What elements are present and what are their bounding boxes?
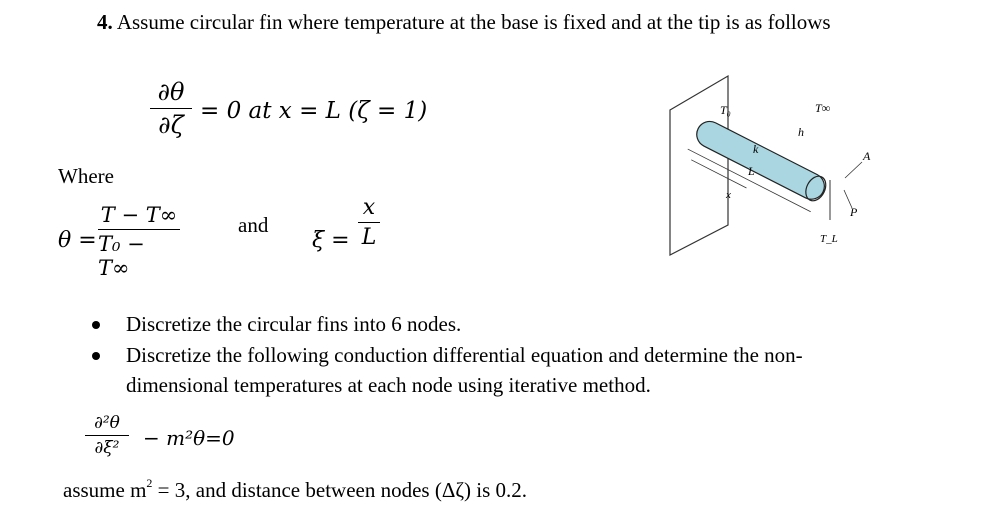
and-label: and bbox=[238, 213, 269, 237]
label-h: h bbox=[798, 125, 804, 139]
bullet-1-marker bbox=[92, 321, 100, 329]
label-base-temp: T₀ bbox=[720, 103, 731, 117]
fin-rod bbox=[692, 117, 829, 204]
ode-rest: − m²θ=0 bbox=[143, 426, 235, 450]
ode-denominator: ∂ξ² bbox=[94, 438, 120, 458]
theta-lhs: θ = bbox=[58, 228, 97, 253]
ode-fraction bbox=[85, 413, 129, 458]
assume-sup: 2 bbox=[146, 476, 153, 490]
theta-denominator: T₀ − T∞ bbox=[98, 232, 145, 280]
bc-denominator: ∂ζ bbox=[158, 111, 184, 139]
bc-fraction bbox=[150, 78, 192, 139]
theta-fraction bbox=[98, 203, 180, 280]
bullet-2-marker bbox=[92, 352, 100, 360]
problem-number: 4. bbox=[97, 10, 113, 34]
bullet-2-text: Discretize the following conduction differential equation and determine the non- bbox=[126, 343, 803, 367]
label-L: L bbox=[748, 164, 755, 178]
where-label: Where bbox=[58, 164, 114, 188]
problem-text: Assume circular fin where temperature at the base is fixed and at the tip is as follows bbox=[116, 10, 831, 34]
xi-denominator: L bbox=[361, 225, 377, 250]
theta-numerator: T − T∞ bbox=[100, 203, 178, 227]
label-k: k bbox=[753, 142, 759, 156]
label-tip-temp: T_L bbox=[820, 233, 838, 245]
assume-line bbox=[63, 478, 527, 503]
label-x: x bbox=[726, 189, 731, 201]
label-P: P bbox=[850, 205, 858, 219]
fin-diagram bbox=[660, 70, 900, 260]
xi-numerator: x bbox=[362, 195, 376, 220]
xi-fraction bbox=[358, 195, 380, 250]
assume-suffix: = 3, and distance between nodes (Δζ) is 0.2. bbox=[152, 478, 528, 502]
label-ambient: T∞ bbox=[815, 101, 831, 115]
bullet-2-continuation: dimensional temperatures at each node using iterative method. bbox=[126, 373, 651, 397]
bullet-1-text: Discretize the circular fins into 6 nodes. bbox=[126, 312, 462, 336]
problem-statement bbox=[97, 10, 831, 35]
bc-condition: = 0 at x = L (ζ = 1) bbox=[200, 98, 428, 124]
label-A: A bbox=[863, 149, 871, 163]
bc-numerator: ∂θ bbox=[157, 78, 185, 106]
assume-prefix: assume m bbox=[63, 478, 147, 502]
xi-lhs: ξ = bbox=[312, 228, 350, 253]
ode-numerator: ∂²θ bbox=[94, 413, 120, 433]
